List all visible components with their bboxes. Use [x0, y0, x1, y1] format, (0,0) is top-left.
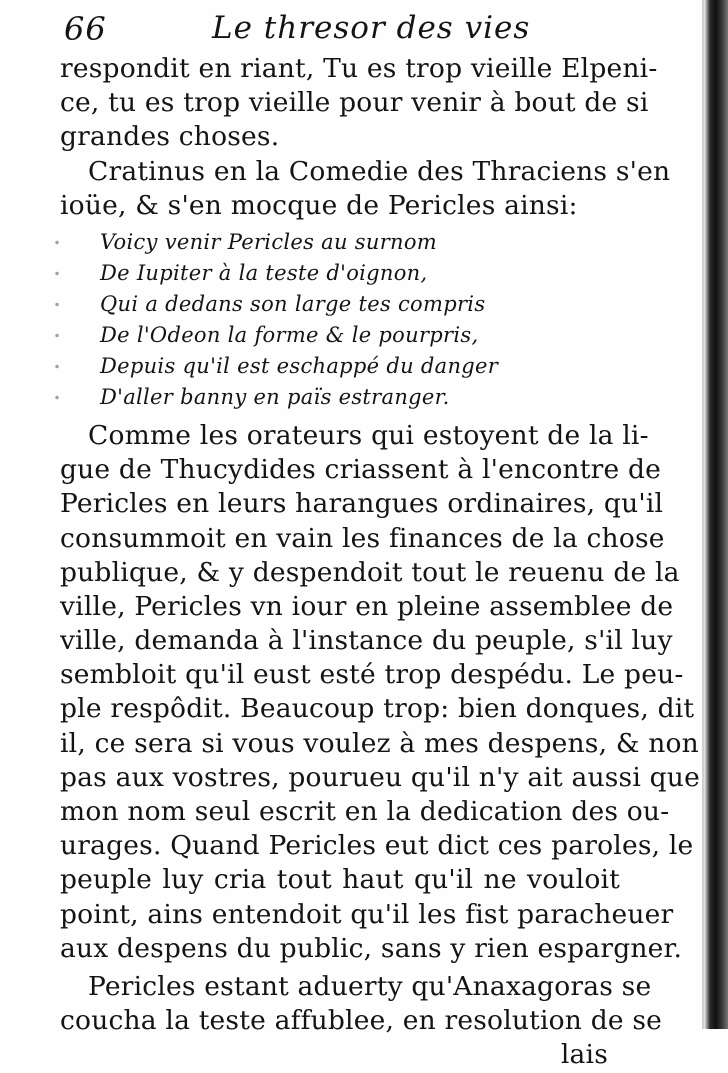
- catchword: lais: [560, 1039, 608, 1071]
- text-line: ple respôdit. Beaucoup trop: bien donques, dit: [60, 693, 695, 725]
- text-line: point, ains entendoit qu'il les fist paracheuer: [60, 898, 674, 930]
- text-line: ville, demanda à l'instance du peuple, s'il luy: [60, 625, 673, 657]
- verse-quotation: [60, 227, 620, 413]
- text-line: grandes choses.: [60, 121, 280, 153]
- paragraph-2: [60, 155, 671, 223]
- text-line: ioüe, & s'en mocque de Pericles ainsi:: [60, 189, 578, 221]
- running-head: [60, 8, 620, 52]
- text-line: Pericles estant aduerty qu'Anaxagoras se: [88, 970, 652, 1002]
- running-title: Le thresor des vies: [212, 10, 531, 46]
- paragraph-4: [60, 970, 663, 1073]
- text-line: Pericles en leurs harangues ordinaires, qu'il: [60, 488, 664, 520]
- text-line: ce, tu es trop vieille pour venir à bout de si: [60, 87, 649, 119]
- text-line: gue de Thucydides criassent à l'encontre de: [60, 454, 662, 486]
- verse-line: D'aller banny en païs estranger.: [100, 384, 450, 409]
- text-line: ville, Pericles vn iour en pleine assemblee de: [60, 590, 674, 622]
- verse-line: Depuis qu'il est eschappé du danger: [100, 353, 499, 378]
- book-page: [60, 8, 700, 1073]
- text-line: Comme les orateurs qui estoyent de la li-: [88, 419, 649, 451]
- paragraph-3: [60, 419, 700, 966]
- text-line: mon nom seul escrit en la dedication des ou-: [60, 796, 670, 827]
- text-line: publique, & y despendoit tout le reuenu de la: [60, 556, 680, 588]
- verse-line: Voicy venir Pericles au surnom: [100, 229, 438, 254]
- text-line: consummoit en vain les finances de la chose: [60, 522, 665, 554]
- text-line: respondit en riant, Tu es trop vieille Elpeni-: [60, 53, 658, 84]
- text-line: coucha la teste affublee, en resolution de se: [60, 1005, 663, 1037]
- verse-line: De l'Odeon la forme & le pourpris,: [100, 322, 479, 347]
- verse-line: Qui a dedans son large tes compris: [100, 291, 486, 316]
- text-line: urages. Quand Pericles eut dict ces paroles, le: [60, 830, 694, 862]
- page-number: 66: [64, 10, 107, 48]
- text-line: sembloit qu'il eust esté trop despédu. Le peu-: [60, 659, 684, 691]
- text-line: pas aux vostres, pourueu qu'il n'y ait aussi que: [60, 761, 700, 793]
- text-line: aux despens du public, sans y rien espargner.: [60, 932, 683, 964]
- text-line: Cratinus en la Comedie des Thraciens s'en: [88, 155, 671, 187]
- text-line: il, ce sera si vous voulez à mes despens, & non: [60, 727, 699, 759]
- book-spine-edge: [704, 0, 728, 1029]
- paragraph-1: [60, 52, 658, 155]
- text-line: peuple luy cria tout haut qu'il ne vouloit: [60, 864, 620, 896]
- verse-line: De Iupiter à la teste d'oignon,: [100, 260, 428, 285]
